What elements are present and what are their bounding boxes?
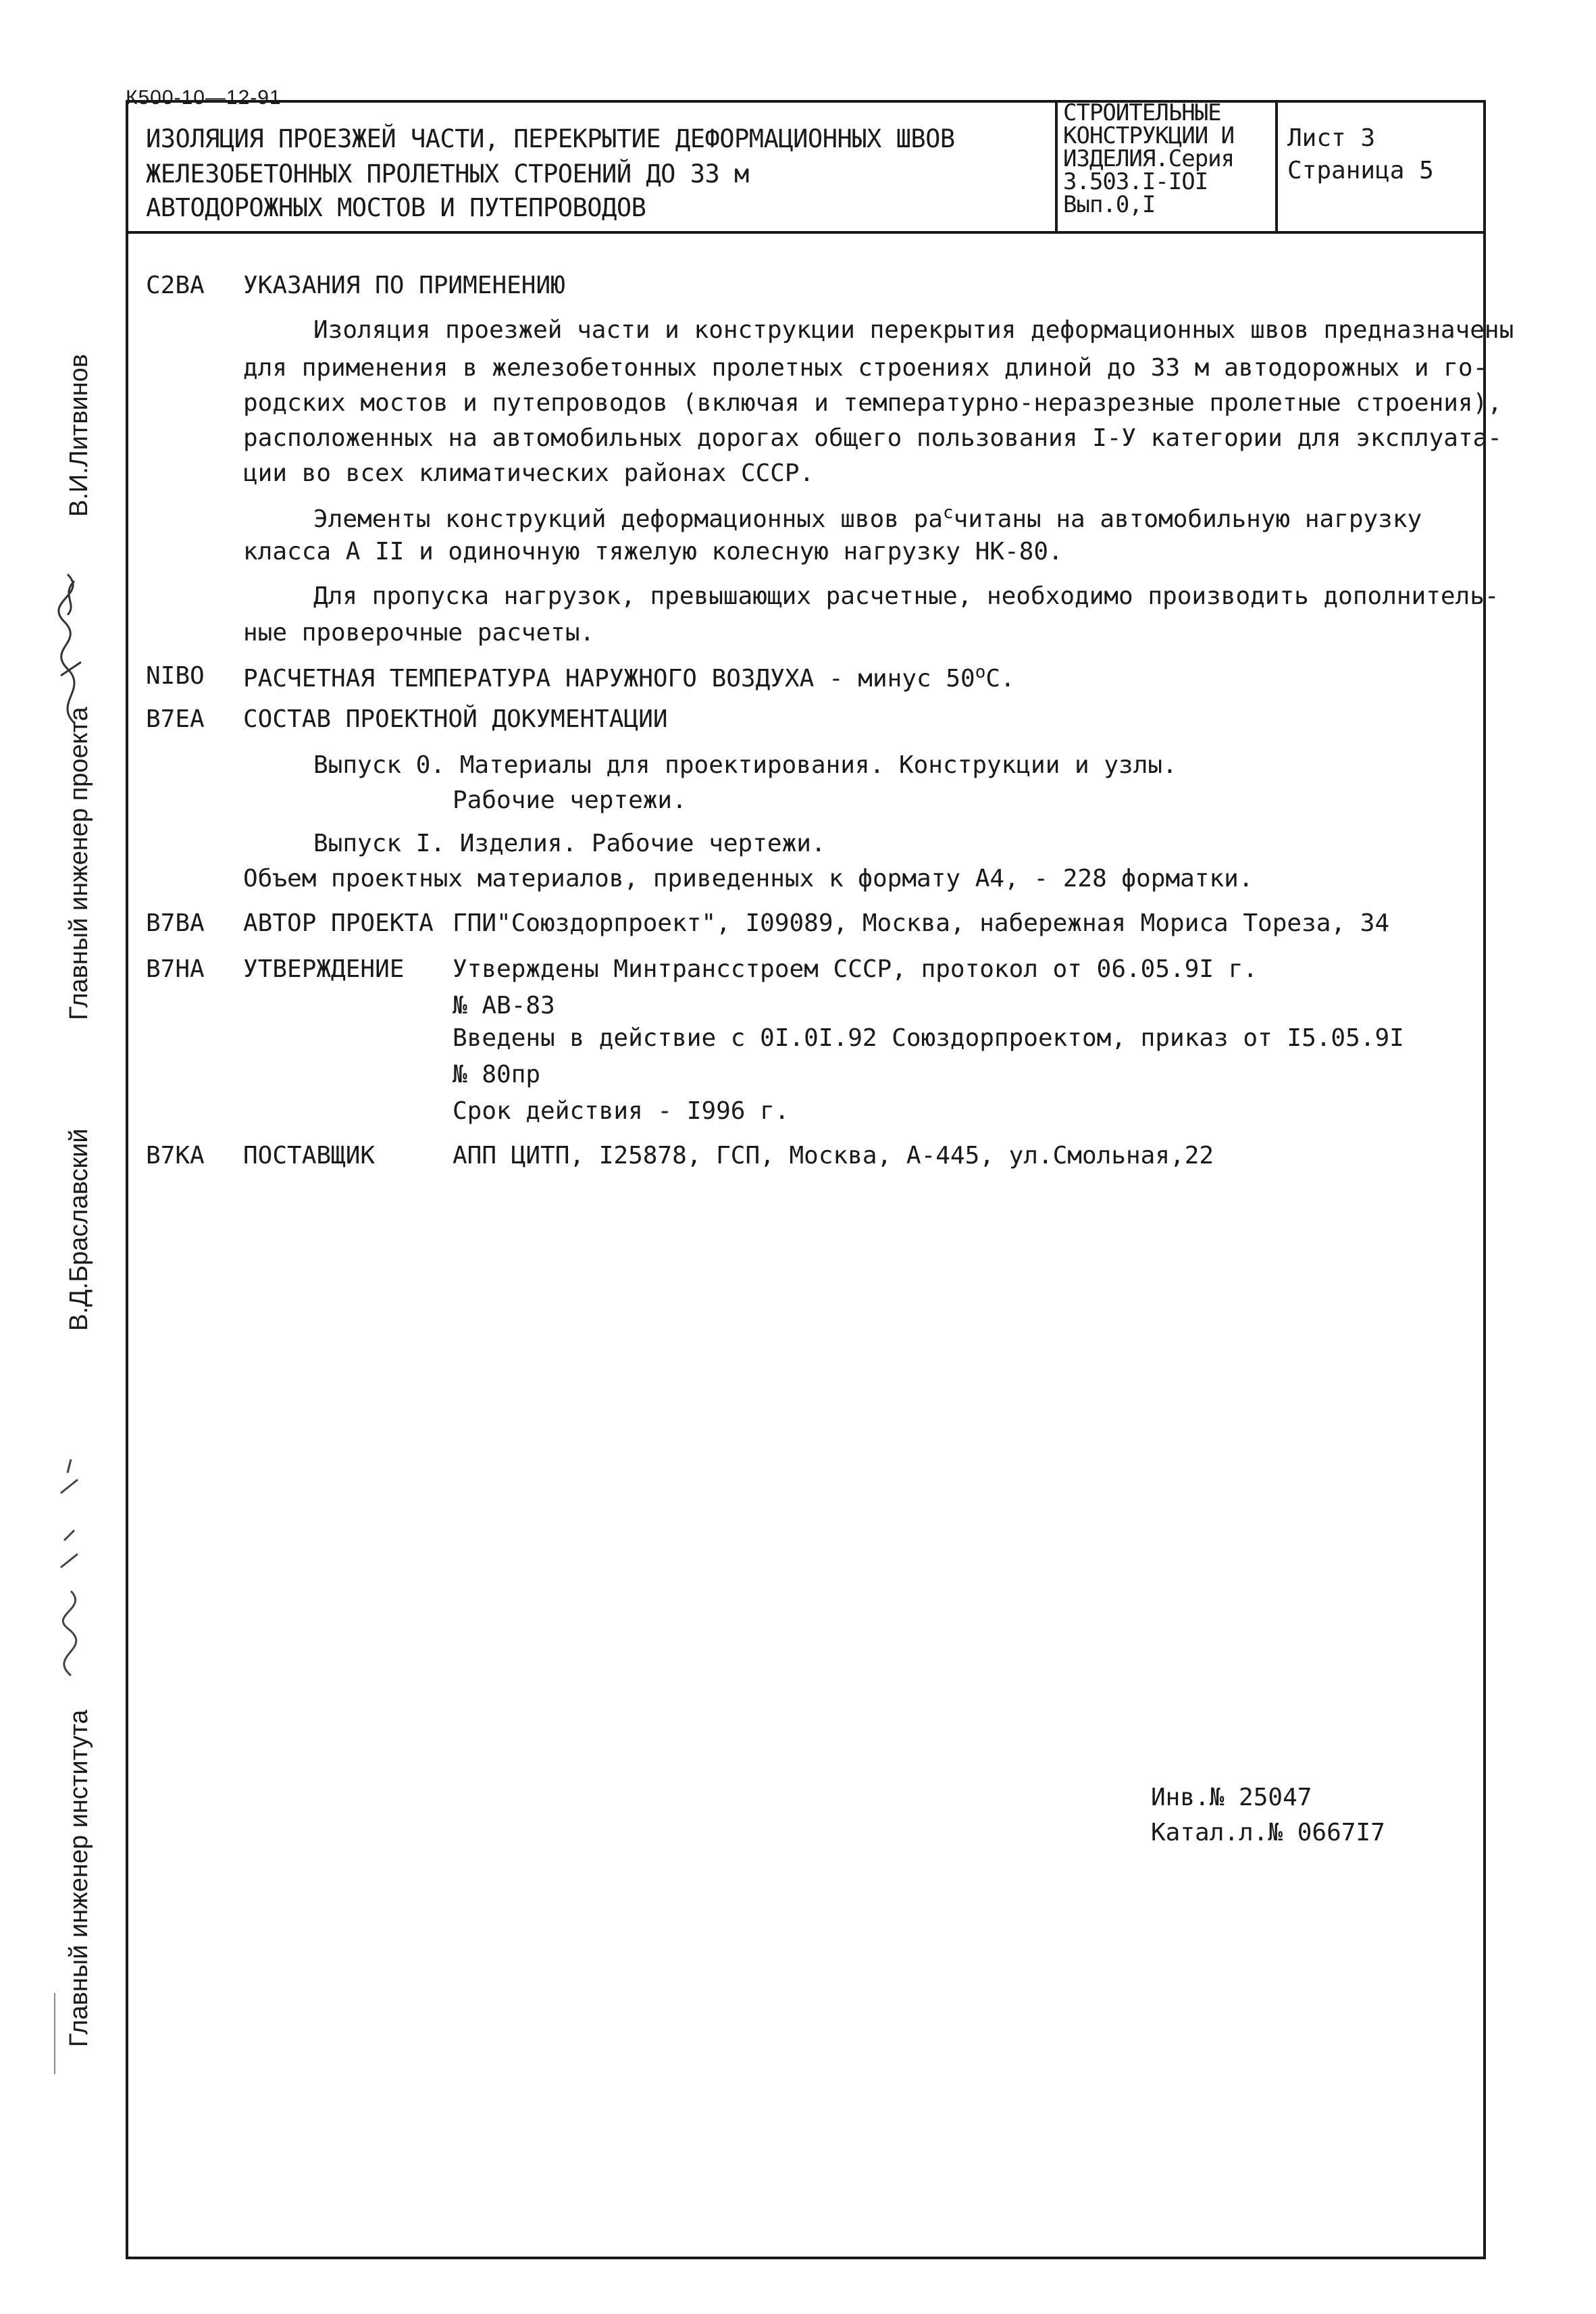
issue-line: Рабочие чертежи. bbox=[453, 786, 687, 814]
paragraph-line: класса А II и одиночную тяжелую колесную нагрузку НК-80. bbox=[243, 538, 1063, 565]
paragraph-line: расположенных на автомобильных дорогах общего пользования I-У категории для эксплуата- bbox=[243, 424, 1502, 452]
paragraph-line: ные проверочные расчеты. bbox=[243, 619, 595, 647]
document-code: К500-10—12-91 bbox=[126, 86, 282, 109]
approval-line: Введены в действие с 0I.0I.92 Союздорпроектом, приказ от I5.05.9I bbox=[453, 1024, 1404, 1052]
section-label: УТВЕРЖДЕНИЕ bbox=[243, 955, 405, 983]
header-divider-vertical bbox=[1275, 100, 1278, 232]
paragraph-line: Для пропуска нагрузок, превышающих расчетные, необходимо производить дополнитель- bbox=[313, 582, 1499, 610]
series-line: ИЗДЕЛИЯ.Серия bbox=[1063, 145, 1235, 172]
section-label: АВТОР ПРОЕКТА bbox=[243, 909, 434, 937]
section-heading: СОСТАВ ПРОЕКТНОЙ ДОКУМЕНТАЦИИ bbox=[243, 705, 668, 733]
paragraph-line bbox=[313, 503, 1422, 533]
supplier-text: АПП ЦИТП, I25878, ГСП, Москва, А-445, ул.Смольная,22 bbox=[453, 1142, 1214, 1169]
title-line: ЖЕЛЕЗОБЕТОННЫХ ПРОЛЕТНЫХ СТРОЕНИЙ ДО 33 м bbox=[146, 159, 749, 188]
issue-line: Выпуск I. Изделия. Рабочие чертежи. bbox=[313, 830, 826, 857]
paragraph-text: читаны на автомобильную нагрузку bbox=[953, 505, 1422, 533]
insertion-mark: с bbox=[942, 503, 954, 523]
paragraph-line: ции во всех климатических районах СССР. bbox=[243, 459, 815, 487]
chief-institute-engineer-label: Главный инженер института bbox=[65, 1709, 93, 2047]
title-line: ИЗОЛЯЦИЯ ПРОЕЗЖЕЙ ЧАСТИ, ПЕРЕКРЫТИЕ ДЕФОРМАЦИОННЫХ ШВОВ bbox=[146, 124, 955, 153]
paragraph-text: Элементы конструкций деформационных швов ра bbox=[313, 505, 943, 533]
chief-project-engineer-label: Главный инженер проекта bbox=[65, 707, 93, 1020]
approval-line: Утверждены Минтрансстроем СССР, протокол от 06.05.9I г. bbox=[453, 955, 1258, 983]
inventory-number: Инв.№ 25047 bbox=[1151, 1784, 1312, 1811]
signature-braslavsky bbox=[41, 1453, 101, 1682]
section-code: С2ВА bbox=[146, 272, 205, 299]
margin-mark bbox=[54, 1993, 55, 2074]
series-line: 3.503.I-IOI bbox=[1063, 168, 1208, 195]
section-code: В7КА bbox=[146, 1142, 205, 1169]
approval-line: № 80пр bbox=[453, 1061, 541, 1088]
paragraph-line: родских мостов и путепроводов (включая и температурно-неразрезные пролетные строения), bbox=[243, 389, 1502, 417]
temperature-line bbox=[243, 662, 1015, 693]
section-code: В7НА bbox=[146, 955, 205, 983]
issue-line: Выпуск 0. Материалы для проектирования. Конструкции и узлы. bbox=[313, 751, 1177, 779]
section-code: В7ВА bbox=[146, 909, 205, 937]
header-divider bbox=[126, 231, 1483, 234]
section-code: В7ЕА bbox=[146, 705, 205, 733]
series-line: Вып.0,I bbox=[1063, 191, 1156, 218]
sheet-number: Лист 3 bbox=[1287, 124, 1376, 152]
paragraph-line: для применения в железобетонных пролетных строениях длиной до 33 м автодорожных и го- bbox=[243, 354, 1488, 382]
author-text: ГПИ"Союздорпроект", I09089, Москва, набережная Мориса Тореза, 34 bbox=[453, 909, 1390, 937]
section-code: NIBO bbox=[146, 662, 205, 690]
volume-line: Объем проектных материалов, приведенных к формату А4, - 228 форматки. bbox=[243, 865, 1254, 892]
catalog-number: Катал.л.№ 0667I7 bbox=[1151, 1819, 1385, 1846]
title-line: АВТОДОРОЖНЫХ МОСТОВ И ПУТЕПРОВОДОВ bbox=[146, 193, 646, 222]
page-number: Страница 5 bbox=[1287, 157, 1434, 184]
chief-project-engineer-name: В.И.Литвинов bbox=[65, 353, 93, 517]
section-label: ПОСТАВЩИК bbox=[243, 1142, 376, 1169]
series-line: КОНСТРУКЦИИ И bbox=[1063, 122, 1235, 149]
paragraph-line: Изоляция проезжей части и конструкции перекрытия деформационных швов предназначены bbox=[313, 316, 1514, 344]
header-divider-vertical bbox=[1055, 100, 1058, 232]
approval-line: № АВ-83 bbox=[453, 992, 555, 1020]
signatory-name: В.Д.Браславский bbox=[65, 1128, 93, 1331]
approval-line: Срок действия - I996 г. bbox=[453, 1097, 790, 1125]
signature-litvinov bbox=[47, 540, 95, 730]
temperature-text: РАСЧЕТНАЯ ТЕМПЕРАТУРА НАРУЖНОГО ВОЗДУХА - минус 50 bbox=[243, 665, 975, 693]
series-line: СТРОИТЕЛЬНЫЕ bbox=[1063, 99, 1221, 126]
temperature-unit: С. bbox=[985, 665, 1015, 693]
degree-mark: о bbox=[975, 662, 986, 682]
section-heading: УКАЗАНИЯ ПО ПРИМЕНЕНИЮ bbox=[243, 272, 565, 299]
